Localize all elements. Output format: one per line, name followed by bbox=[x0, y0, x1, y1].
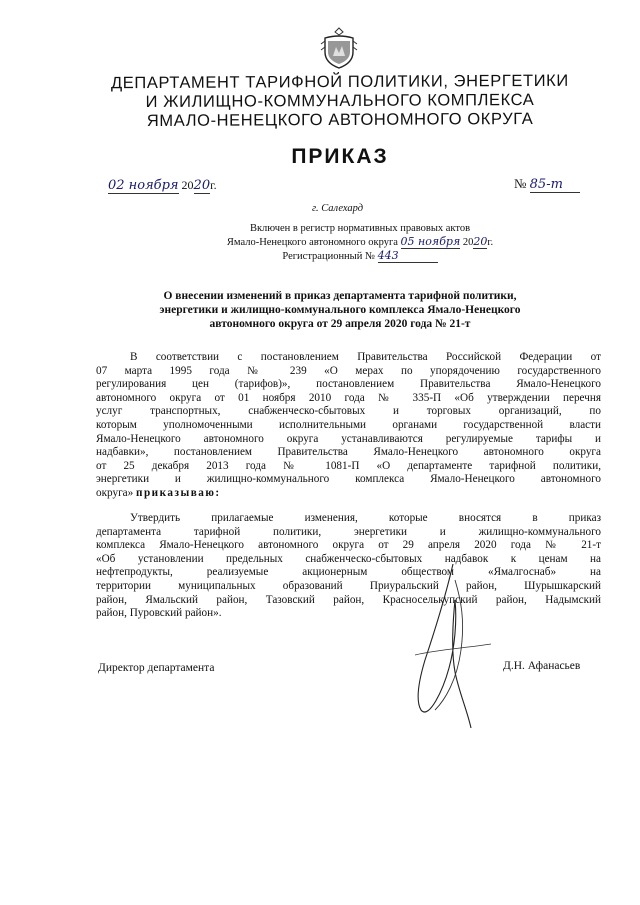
number-label: № bbox=[514, 176, 527, 191]
order-paragraph bbox=[96, 512, 601, 621]
registry-line1: Включен в регистр нормативных правовых актов bbox=[249, 223, 471, 234]
document-title: ПРИКАЗ bbox=[291, 145, 389, 168]
registry-year-prefix: 20 bbox=[462, 237, 474, 248]
paragraph-line: услуг транспортных, снабженческо-сбытовых и торговых организаций, по bbox=[96, 405, 601, 418]
department-line: ДЕПАРТАМЕНТ ТАРИФНОЙ ПОЛИТИКИ, ЭНЕРГЕТИКИ bbox=[110, 71, 569, 93]
paragraph-line: комплекса Ямало-Ненецкого автономного округа от 29 апреля 2020 года № 21-т bbox=[96, 539, 601, 552]
paragraph-line-last: район, Пуровский район». bbox=[96, 607, 222, 620]
registry-date-handwritten: 05 ноября bbox=[400, 235, 461, 248]
number-handwritten: 85-т bbox=[530, 177, 580, 193]
heading-line: автономного округа от 29 апреля 2020 года № 21-т bbox=[209, 318, 471, 330]
paragraph-line: район, Ямальский район, Тазовский район, Красноселькупский район, Надымский bbox=[96, 593, 601, 606]
registry-block bbox=[170, 222, 550, 263]
reg-number-handwritten: 443 bbox=[378, 249, 438, 263]
city: г. Салехард bbox=[312, 203, 364, 214]
paragraph-line: департамента тарифной политики, энергетики и жилищно-коммунального bbox=[96, 525, 601, 538]
registry-year-handwritten: 20 bbox=[473, 235, 488, 248]
signatory-position: Директор департамента bbox=[98, 662, 215, 674]
order-date bbox=[108, 178, 217, 193]
paragraph-line: от 25 декабря 2013 года № 1081-П «О департаменте тарифной политики, bbox=[96, 459, 601, 472]
reg-label: Регистрационный № bbox=[282, 251, 375, 262]
paragraph-line: Ямало-Ненецкого автономного округа устанавливаются регулируемые тарифы и bbox=[96, 432, 601, 445]
paragraph-line: надбавки», постановлением Правительства Ямало-Ненецкого автономного округа bbox=[96, 446, 601, 459]
paragraph-line: «Об установлении предельных снабженческо-сбытовых надбавок к ценам на bbox=[96, 552, 601, 565]
order-verb: приказываю: bbox=[136, 486, 221, 499]
date-year-handwritten: 20 bbox=[193, 178, 211, 193]
order-number bbox=[514, 176, 580, 193]
registry-line2-prefix: Ямало-Ненецкого автономного округа bbox=[226, 237, 398, 248]
paragraph-line: которым уполномоченными исполнительными органами государственной власти bbox=[96, 418, 601, 431]
paragraph-line: В соответствии с постановлением Правительства Российской Федерации от bbox=[130, 351, 601, 363]
signatory-name: Д.Н. Афанасьев bbox=[503, 660, 581, 672]
paragraph-text: округа» bbox=[96, 486, 134, 499]
paragraph-line: автономного округа от 01 ноября 2010 года № 335-П «Об утверждении перечня bbox=[96, 391, 601, 404]
paragraph-line: нефтепродукты, реализуемые акционерным обществом «Ямалгоснаб» на bbox=[96, 566, 601, 579]
paragraph-line: Утвердить прилагаемые изменения, которые вносятся в приказ bbox=[130, 512, 601, 524]
registry-line2 bbox=[170, 235, 550, 249]
preamble-paragraph bbox=[96, 351, 601, 501]
paragraph-line: энергетики и жилищно-коммунального комплекса Ямало-Ненецкого автономного bbox=[96, 473, 601, 486]
date-suffix: г. bbox=[210, 178, 217, 192]
paragraph-line: регулирования цен (тарифов)», постановлением Правительства Ямало-Ненецкого bbox=[96, 378, 601, 391]
paragraph-line: 07 марта 1995 года № 239 «О мерах по упорядочению государственного bbox=[96, 364, 601, 377]
signature-icon bbox=[395, 560, 505, 735]
paragraph-line-last bbox=[96, 487, 601, 501]
registry-suffix: г. bbox=[487, 237, 494, 248]
date-handwritten-day: 02 ноября bbox=[108, 178, 179, 193]
department-line: И ЖИЛИЩНО-КОММУНАЛЬНОГО КОМПЛЕКСА bbox=[145, 90, 535, 112]
heading-line: О внесении изменений в приказ департамента тарифной политики, bbox=[163, 290, 517, 302]
heading-line: энергетики и жилищно-коммунального комплекса Ямало-Ненецкого bbox=[159, 304, 521, 316]
date-year-prefix: 20 bbox=[181, 178, 194, 192]
department-line: ЯМАЛО-НЕНЕЦКОГО АВТОНОМНОГО ОКРУГА bbox=[146, 109, 534, 131]
paragraph-line: территории муниципальных образований Приуральский район, Шурышкарский bbox=[96, 579, 601, 592]
department-name bbox=[60, 72, 620, 132]
registry-line3 bbox=[170, 249, 550, 263]
coat-of-arms-icon bbox=[318, 26, 360, 70]
document-heading bbox=[100, 289, 580, 331]
